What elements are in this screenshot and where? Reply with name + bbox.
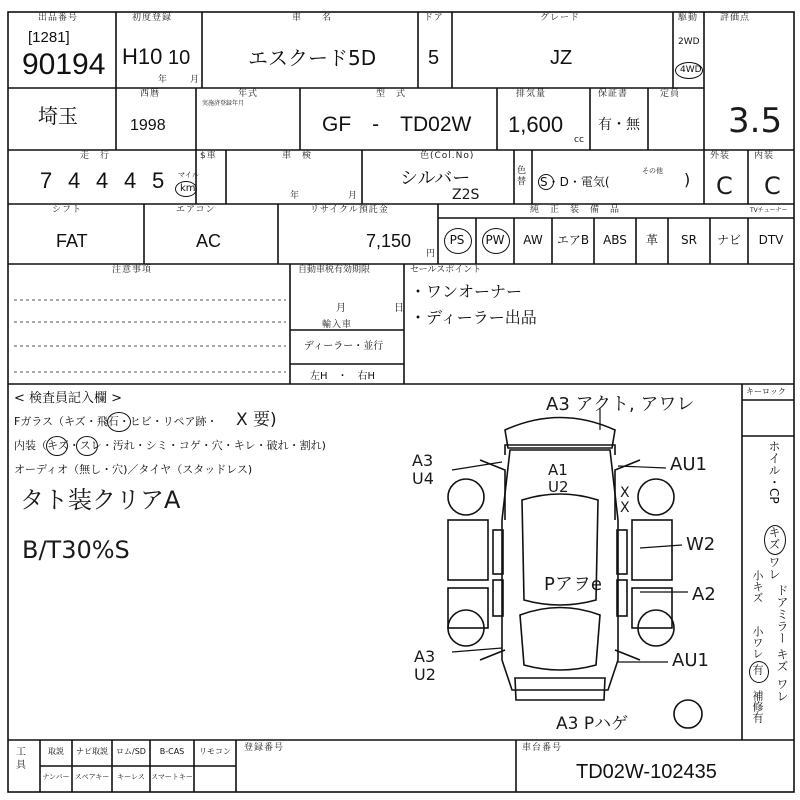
tv-label: TVチューナー [750,207,788,214]
year-unit: 年 [158,75,169,85]
import-label: 輸入車 [322,320,353,330]
equipment-item: PW [485,233,505,247]
diag-center-mid: Pアヲe [544,574,602,595]
caution-label: 注意事項 [112,265,153,275]
door-mirror-crack: ワレ [775,678,789,702]
small-crack: 小ワレ [751,626,764,659]
equipment-item: ナビ [716,233,741,247]
month-unit: 月 [190,75,201,85]
audio-tire: オーディオ（無し・穴)／タイヤ（スタッドレス) [14,463,253,476]
equipment-item: SR [681,233,697,247]
score-label: 評価点 [720,13,751,23]
reg-label: 登録番号 [244,743,285,753]
footer-item: B-CAS [159,747,185,756]
expiry-label: 自動車税有効期限 [298,265,371,275]
chassis-number: TD02W-102435 [576,761,717,783]
mileage-digit: 4 [96,168,109,193]
mileage-digit: 4 [68,168,81,193]
displacement: 1,600 [508,112,564,137]
model-name: エスクード5D [248,46,377,70]
ac-label: エアコン [176,205,216,215]
footer-item: ナンバー [42,773,70,781]
score: 3.5 [728,101,783,141]
model-name-label: 車 名 [292,13,333,23]
small-yes: 有 [751,664,764,675]
drive-4wd: 4WD [680,65,702,75]
inspector-title: < 検査員記入欄 > [14,391,123,406]
lot-sub: [1281] [28,29,70,46]
inspection-month: 月 [348,191,359,201]
color-label: 色(Col.No) [420,151,475,161]
wheel-scratch-circle [764,525,786,555]
footer-item: 取説 [48,747,64,756]
sales-point-1: ・ワンオーナー [410,282,523,301]
equipment-item: DTV [758,233,784,247]
wheel-cp-label: ホイル・CP [767,440,781,504]
nen-yoshiki-label: 年式 [238,89,259,99]
first-reg-label: 初度登録 [132,13,173,23]
door-mirror-label: ドアミラー [775,584,789,644]
yen-unit: 円 [426,249,436,259]
diag-right-top: AU1 [670,454,707,475]
diag-left-top: A3 U4 [412,451,434,488]
diag-xx: X X [620,485,630,517]
shift-label: シフト [52,205,83,215]
unit-mile: マイル [178,171,199,179]
footer-item: スペアキー [74,773,110,781]
expiry-month: 月 [336,303,346,314]
footer-item: ロム/SD [116,747,146,756]
warranty: 有・無 [598,117,640,133]
wheel-cp-scratch: キズ [767,526,781,550]
mileage-label: 走 行 [80,151,111,161]
expiry-day: 日 [394,303,404,314]
model-code-label: 型 式 [376,89,407,99]
footer-item: ナビ取説 [76,747,108,756]
capacity-label: 定員 [660,89,681,99]
model-year-label: 西暦 [140,89,161,99]
interior-options: 内装（キズ・スレ・汚れ・シミ・コゲ・穴・キレ・破れ・割れ) [14,439,326,452]
diag-right-bot: AU1 [672,650,709,671]
exterior-label: 外装 [710,151,731,161]
cc-unit: cc [574,135,584,145]
inspection-year: 年 [290,191,301,201]
first-reg-era: H10 [122,44,163,69]
unit-km: km [180,183,196,194]
diag-right-mid: W2 [686,534,716,555]
sales-label: セールスポイント [410,265,482,275]
electric-label: S・D・電気( [540,175,610,189]
door-label: ドア [424,13,444,23]
interior-label: 内装 [754,151,775,161]
color: シルバー [400,168,471,189]
color-code: Z2S [452,187,480,203]
equipment-item: AW [523,233,543,247]
sales-point-2: ・ディーラー出品 [410,308,537,327]
other-label: その他 [642,167,663,175]
handle: 左H ・ 右H [310,371,376,382]
diag-top: A3 アクト, アワレ [546,394,695,415]
diag-bottom: A3 Pハゲ [556,714,629,734]
equipment-item: エアB [556,233,590,247]
footer-item: リモコン [199,747,231,756]
glass-handwritten: X 要) [236,410,277,430]
first-reg-month: 10 [168,47,191,69]
model-code: GF - TD02W [322,113,472,136]
small-yes-circle [749,661,769,683]
mileage-digit: 5 [152,168,165,193]
small-scratch: 小キズ [751,570,764,603]
region: 埼玉 [38,104,78,128]
interior-grade: C [764,172,781,200]
diag-center: A1 U2 [548,461,569,496]
glass-options: Fガラス（キズ・飛石・ヒビ・リペア跡・ [14,415,218,428]
grade: JZ [550,47,573,69]
diag-left-bot: A3 U2 [414,647,436,684]
warranty-label: 保証書 [598,89,629,99]
tool-label: 工具 [16,747,26,771]
inspector-note-1: タト装クリアA [20,486,181,514]
ac: AC [196,231,222,251]
equipment-item: 革 [645,233,658,247]
doors: 5 [428,47,440,69]
equipment-item: ABS [603,233,627,247]
wheel-cp-crack: ワレ [767,556,781,580]
footer-item: キーレス [117,773,145,781]
dealer-import: ディーラー・並行 [304,341,384,352]
footer-item: スマートキー [151,773,193,781]
diag-right-low: A2 [692,584,716,605]
inspection-label: 車 検 [282,151,313,161]
nen-yoshiki-sub: 実施済登録年月 [202,100,245,107]
shift: FAT [56,231,88,251]
ss-label: $車 [200,151,217,161]
drive-2wd: 2WD [678,37,700,47]
recycle-fee: 7,150 [366,231,412,251]
lot-label: 出品番号 [38,13,79,23]
inspector-note-2: B/T30%S [22,536,130,564]
door-mirror-scratch: キズ [775,648,789,672]
mileage-digit: 7 [40,168,53,193]
repair-label: 補修有 [751,690,764,723]
grade-label: グレード [540,13,581,23]
color-change: 色替 [517,166,527,187]
key-lock-label: キーロック [746,387,786,396]
equipment-label: 純 正 装 備 品 [530,205,621,215]
paren-close: ) [684,170,691,189]
model-year: 1998 [130,117,166,134]
drive-label: 駆動 [678,13,699,23]
equipment-item: PS [449,233,465,247]
chassis-label: 車台番号 [522,743,563,753]
lot-number: 90194 [22,48,106,81]
recycle-label: リサイクル預託金 [310,205,389,215]
mileage-digit: 4 [124,168,137,193]
displacement-label: 排気量 [516,89,547,99]
exterior-grade: C [716,172,733,200]
